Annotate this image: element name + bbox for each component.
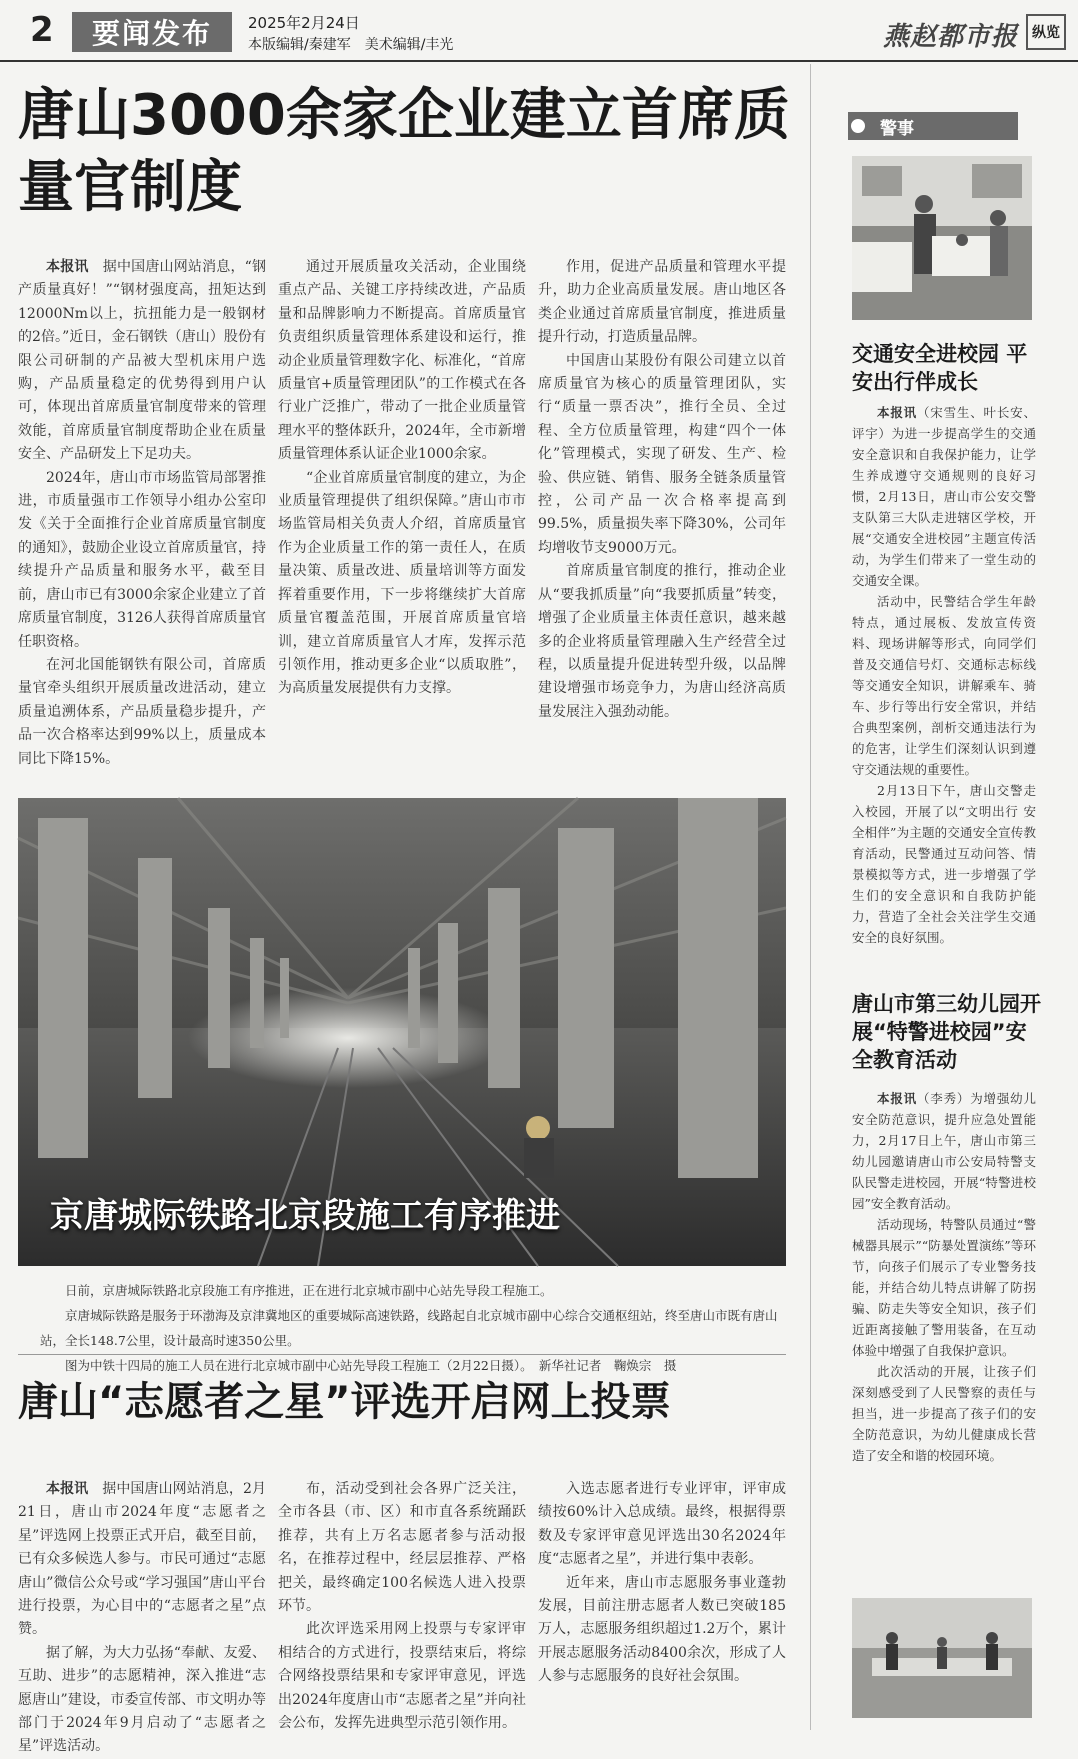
paragraph-text: 近年来，唐山市志愿服务事业蓬勃发展，目前注册志愿者人数已突破185万人，志愿服务组织超过1.2万个，累计开展志愿服务活动8400余次，形成了人人参与志愿服务的良好社会氛围。 (538, 1574, 786, 1685)
issue-date: 2025年2月24日 (248, 14, 360, 32)
paragraph (18, 1642, 266, 1759)
paragraph (852, 780, 1036, 948)
caption-line: 图为中铁十四局的施工人员在进行北京城市副中心站先导段工程施工（2月22日摄）。 新华社记者 鞠焕宗 摄 (65, 1358, 677, 1373)
paragraph-text: 活动中，民警结合学生年龄特点，通过展板、发放宣传资料、现场讲解等形式，向同学们普及交通信号灯、交通标志标线等交通安全知识，讲解乘车、骑车、步行等出行安全常识，并结合典型案例，剖析交通违法行为的危害，让学生们深刻认识到遵守交通法规的重要性。 (852, 594, 1036, 777)
sidebar-story2-body (852, 1088, 1036, 1586)
paragraph-text: 入选志愿者进行专业评审，评审成绩按60%计入总成绩。最终，根据得票数及专家评审意见评选出30名2024年度“志愿者之星”，并进行集中表彰。 (538, 1481, 786, 1568)
column-divider (810, 64, 811, 1730)
paragraph-text: 中国唐山某股份有限公司建立以首席质量官为核心的质量管理团队，实行“质量一票否决”，推行全员、全过程、全方位质量管理，构建“四个一体化”管理模式，实现了研发、生产、检验、供应链、销售、服务全链条质量管控，公司产品一次合格率提高到99.5%，质量损失率下降30%，公司年均增收节支9000万元。 (538, 352, 786, 556)
paragraph (538, 350, 786, 561)
sidebar-story2-headline: 唐山市第三幼儿园开展“特警进校园”安全教育活动 (852, 992, 1041, 1072)
paragraph-text: “企业首席质量官制度的建立，为企业质量管理提供了组织保障。”唐山市市场监管局相关负责人介绍，首席质量官作为企业质量工作的第一责任人，在质量决策、质量改进、质量培训等方面发挥着重要作用，下一步将继续扩大首席质量官覆盖范围，开展首席质量官培训，建立首席质量官人才库，发挥示范引领作用，推动更多企业“以质取胜”，为高质量发展提供有力支撑。 (278, 469, 526, 697)
dateline-lead: 本报讯 (46, 1481, 89, 1497)
article1-column-1 (18, 256, 266, 786)
paragraph (18, 256, 266, 467)
paragraph-text: 作用，促进产品质量和管理水平提升，助力企业高质量发展。唐山地区各类企业通过首席质量官制度，推进质量提升行动，打造质量品牌。 (538, 259, 786, 346)
paragraph (278, 467, 526, 701)
article1-column-2 (278, 256, 526, 786)
paragraph-text: 通过开展质量攻关活动，企业围绕重点产品、关键工序持续改进，产品质量和品牌影响力不断提高。首席质量官负责组织质量管理体系建设和运行，推动企业质量管理数字化、标准化，“首席质量官+质量管理团队”的工作模式在各行业广泛推广，带动了一批企业质量管理水平的整体跃升，2024年，全市新增质量管理体系认证企业1000余家。 (278, 259, 526, 463)
paragraph-text: 据中国唐山网站消息，2月21日，唐山市2024年度“志愿者之星”评选网上投票正式开启，截至目前，已有众多候选人参与。市民可通过“志愿唐山”微信公众号或“学习强国”唐山平台进行投票，为心目中的“志愿者之星”点赞。 (18, 1481, 266, 1638)
paragraph (852, 402, 1036, 591)
paragraph (538, 1478, 786, 1572)
paragraph (18, 654, 266, 771)
paragraph-text: 2月13日下午，唐山交警走入校园，开展了以“文明出行 安全相伴”为主题的交通安全宣传教育活动，民警通过互动问答、情景模拟等方式，进一步增强了学生们的安全意识和自我防护能力，营造了全社会关注学生交通安全的良好氛围。 (852, 783, 1036, 945)
kindergarten-photo (852, 1598, 1032, 1718)
paragraph (852, 1214, 1036, 1361)
article2-column-2 (278, 1478, 526, 1732)
article1-headline: 唐山3000余家企业建立首席质量官制度 (18, 83, 790, 220)
page-header (0, 0, 1078, 62)
section-title: 要闻发布 (72, 12, 232, 52)
paragraph-text: 此次评选采用网上投票与专家评审相结合的方式进行，投票结束后，将综合网络投票结果和专家评审意见，评选出2024年度唐山市“志愿者之星”并向社会公布，发挥先进典型示范引领作用。 (278, 1621, 526, 1732)
paragraph-text: 在河北国能钢铁有限公司，首席质量官牵头组织开展质量改进活动，建立质量追溯体系，产品质量稳步提升，产品一次合格率达到99%以上，质量成本同比下降15%。 (18, 656, 266, 767)
paragraph (538, 1572, 786, 1689)
traffic-safety-photo (852, 156, 1032, 320)
paragraph-text: （李秀）为增强幼儿安全防范意识，提升应急处置能力，2月17日上午，唐山市第三幼儿园邀请唐山市公安局特警支队民警走进校园，开展“特警进校园”安全教育活动。 (852, 1091, 1036, 1211)
sidebar-story1-body (852, 402, 1036, 980)
paragraph (538, 560, 786, 724)
magnifier-icon (848, 116, 868, 136)
paragraph (852, 1361, 1036, 1466)
paragraph (278, 1478, 526, 1618)
photo-caption (40, 1278, 786, 1378)
dateline-lead: 本报讯 (46, 259, 89, 275)
paragraph-text: 布，活动受到社会各界广泛关注，全市各县（市、区）和市直各系统踊跃推荐，共有上万名志愿者参与活动报名，在推荐过程中，经层层推荐、严格把关，最终确定100名候选人进入投票环节。 (278, 1481, 526, 1615)
article2-column-3 (538, 1478, 786, 1728)
sidebar-story1-headline: 交通安全进校园 平安出行伴成长 (852, 342, 1028, 394)
caption-line: 日前，京唐城际铁路北京段施工有序推进，正在进行北京城市副中心站先导段工程施工。 (65, 1283, 553, 1298)
caption-line: 京唐城际铁路是服务于环渤海及京津冀地区的重要城际高速铁路，线路起自北京城市副中心综合交通枢纽站，终至唐山市既有唐山站，全长148.7公里，设计最高时速350公里。 (40, 1308, 778, 1348)
paragraph (18, 1478, 266, 1642)
article1-column-3 (538, 256, 786, 786)
section-divider (18, 1354, 786, 1355)
article2-headline: 唐山“志愿者之星”评选开启网上投票 (18, 1379, 671, 1425)
zonglan-logo: 纵览 (1026, 14, 1066, 50)
newspaper-masthead: 燕赵都市报 (882, 22, 1018, 52)
paragraph (852, 591, 1036, 780)
playground-illustration (852, 1598, 1032, 1718)
paragraph-text: 首席质量官制度的推行，推动企业从“要我抓质量”向“我要抓质量”转变，增强了企业质量主体责任意识，越来越多的企业将质量管理融入生产经营全过程，以质量提升促进转型升级，以品牌建设增强市场竞争力，为唐山经济高质量发展注入强劲动能。 (538, 563, 786, 720)
paragraph-text: 2024年，唐山市市场监管局部署推进，市质量强市工作领导小组办公室印发《关于全面推行企业首席质量官制度的通知》，鼓励企业设立首席质量官，持续提升产品质量和服务水平，截至目前，唐山市已有3000余家企业建立了首席质量官制度，3126人获得首席质量官任职资格。 (18, 469, 266, 650)
editor-credits: 本版编辑/秦建军 美术编辑/丰光 (248, 37, 454, 53)
railway-construction-photo (18, 798, 786, 1266)
article2-column-1 (18, 1478, 266, 1755)
paragraph (18, 467, 266, 654)
photo-caption-title: 京唐城际铁路北京段施工有序推进 (50, 1196, 560, 1236)
classroom-illustration (852, 156, 1032, 320)
paragraph-text: （宋雪生、叶长安、评宇）为进一步提高学生的交通安全意识和自我保护能力，让学生养成遵守交通规则的良好习惯，2月13日，唐山市公安交警支队第三大队走进辖区学校，开展“交通安全进校园”主题宣传活动，为学生们带来了一堂生动的交通安全课。 (852, 405, 1036, 588)
page-number: 2 (30, 10, 54, 50)
dateline-lead: 本报讯 (877, 1091, 917, 1106)
sidebar-section-tag: 警事 (848, 112, 1018, 140)
paragraph-text: 活动现场，特警队员通过“警械器具展示”“防暴处置演练”等环节，向孩子们展示了专业警务技能，并结合幼儿特点讲解了防拐骗、防走失等安全知识，孩子们近距离接触了警用装备，在互动体验中增强了自我保护意识。 (852, 1217, 1036, 1358)
paragraph (852, 1088, 1036, 1214)
paragraph (278, 256, 526, 467)
paragraph (278, 1618, 526, 1735)
paragraph-text: 据了解，为大力弘扬“奉献、友爱、互助、进步”的志愿精神，深入推进“志愿唐山”建设，市委宣传部、市文明办等部门于2024年9月启动了“志愿者之星”评选活动。 (18, 1644, 266, 1755)
paragraph (538, 256, 786, 350)
dateline-lead: 本报讯 (877, 405, 917, 420)
paragraph-text: 据中国唐山网站消息，“钢产质量真好！”“钢材强度高，扭矩达到12000Nm以上，抗扭能力是一般钢材的2倍。”近日，金石钢铁（唐山）股份有限公司研制的产品被大型机床用户选购，产品质量稳定的优势得到用户认可，体现出首席质量官制度带来的管理效能，首席质量官制度帮助企业在质量安全、产品研发上下足功夫。 (18, 259, 266, 463)
paragraph-text: 此次活动的开展，让孩子们深刻感受到了人民警察的责任与担当，进一步提高了孩子们的安全防范意识，为幼儿健康成长营造了安全和谐的校园环境。 (852, 1364, 1036, 1463)
